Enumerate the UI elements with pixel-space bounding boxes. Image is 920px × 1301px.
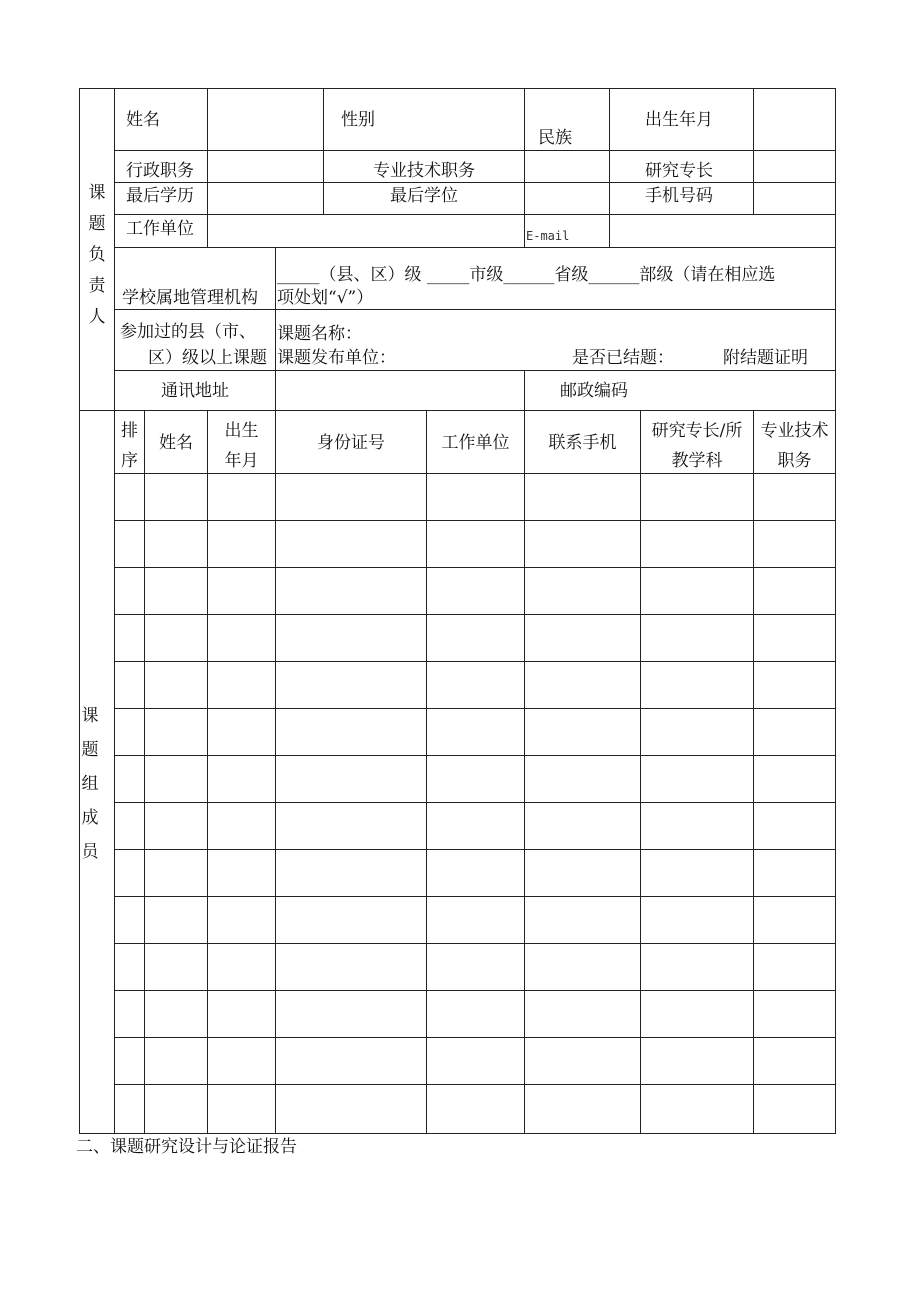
header-name: 姓名 xyxy=(159,433,193,453)
row-line xyxy=(114,182,836,183)
publisher-label: 课题发布单位： xyxy=(277,348,396,368)
certificate-label: 附结题证明 xyxy=(723,348,808,368)
pro-title-label: 专业技术职务 xyxy=(373,161,475,181)
header-order-1: 排 xyxy=(121,421,138,441)
col-line xyxy=(609,88,610,248)
member-row-line xyxy=(114,567,836,568)
label-column-line xyxy=(114,88,115,1134)
degree-label: 最后学位 xyxy=(390,186,458,206)
level-options-line2: 项处划“√”） xyxy=(277,288,374,308)
management-body-label: 学校属地管理机构 xyxy=(122,288,258,308)
member-row-line xyxy=(114,755,836,756)
col-line xyxy=(524,370,525,411)
ethnicity-label: 民族 xyxy=(538,128,572,148)
row-line xyxy=(114,214,836,215)
member-row-line xyxy=(114,943,836,944)
member-col-line xyxy=(207,410,208,1134)
address-label: 通讯地址 xyxy=(161,381,229,401)
member-row-line xyxy=(114,990,836,991)
header-phone: 联系手机 xyxy=(548,433,617,453)
col-line xyxy=(524,88,525,248)
header-specialty-2: 教学科 xyxy=(671,451,723,471)
header-order-2: 序 xyxy=(121,451,138,471)
specialty-label: 研究专长 xyxy=(645,161,713,181)
header-id-number: 身份证号 xyxy=(317,433,385,453)
member-col-line xyxy=(640,410,641,1134)
header-work-unit: 工作单位 xyxy=(441,433,510,453)
section-heading: 二、课题研究设计与论证报告 xyxy=(76,1137,297,1157)
past-projects-label-2: 区）级以上课题 xyxy=(148,348,267,368)
name-label: 姓名 xyxy=(126,110,160,130)
concluded-label: 是否已结题： xyxy=(572,348,674,368)
past-projects-label-1: 参加过的县（市、 xyxy=(120,322,256,342)
member-row-line xyxy=(114,849,836,850)
row-line xyxy=(114,370,836,371)
email-label: E-mail xyxy=(526,229,570,243)
level-options-line1: _____（县、区）级 _____市级______省级______部级（请在相应选 xyxy=(277,265,776,285)
work-unit-label: 工作单位 xyxy=(126,219,194,239)
member-header-line xyxy=(114,473,836,474)
members-section-label: 课题组成员 xyxy=(81,706,99,862)
table-right-border xyxy=(835,88,836,1134)
row-line xyxy=(114,309,836,310)
col-line xyxy=(207,88,208,248)
section-divider xyxy=(79,410,836,411)
member-row-line xyxy=(114,614,836,615)
col-line xyxy=(275,247,276,411)
leader-section-label: 课题负责人 xyxy=(88,183,106,327)
topic-name-label: 课题名称： xyxy=(277,324,362,344)
member-row-line xyxy=(114,1084,836,1085)
member-row-line xyxy=(114,896,836,897)
member-row-line xyxy=(114,802,836,803)
row-line xyxy=(114,247,836,248)
header-specialty-1: 研究专长/所 xyxy=(651,421,743,441)
table-bottom-border xyxy=(79,1133,836,1134)
postcode-label: 邮政编码 xyxy=(560,381,628,401)
member-row-line xyxy=(114,661,836,662)
member-col-line xyxy=(753,410,754,1134)
header-birth-1: 出生 xyxy=(224,421,259,441)
header-pro-title-1: 专业技术 xyxy=(760,421,829,441)
member-row-line xyxy=(114,1037,836,1038)
header-birth-2: 年月 xyxy=(224,451,259,471)
member-col-line xyxy=(144,410,145,1134)
member-row-line xyxy=(114,520,836,521)
table-left-border xyxy=(79,88,80,1134)
row-line xyxy=(114,150,836,151)
member-col-line xyxy=(524,410,525,1134)
header-pro-title-2: 职务 xyxy=(777,451,812,471)
mobile-label: 手机号码 xyxy=(645,186,713,206)
gender-label: 性别 xyxy=(341,110,375,130)
birth-label: 出生年月 xyxy=(645,110,713,130)
education-label: 最后学历 xyxy=(126,186,194,206)
member-row-line xyxy=(114,708,836,709)
col-line xyxy=(753,88,754,215)
admin-post-label: 行政职务 xyxy=(126,161,194,181)
table-top-border xyxy=(79,88,836,89)
member-col-line xyxy=(275,410,276,1134)
member-col-line xyxy=(426,410,427,1134)
